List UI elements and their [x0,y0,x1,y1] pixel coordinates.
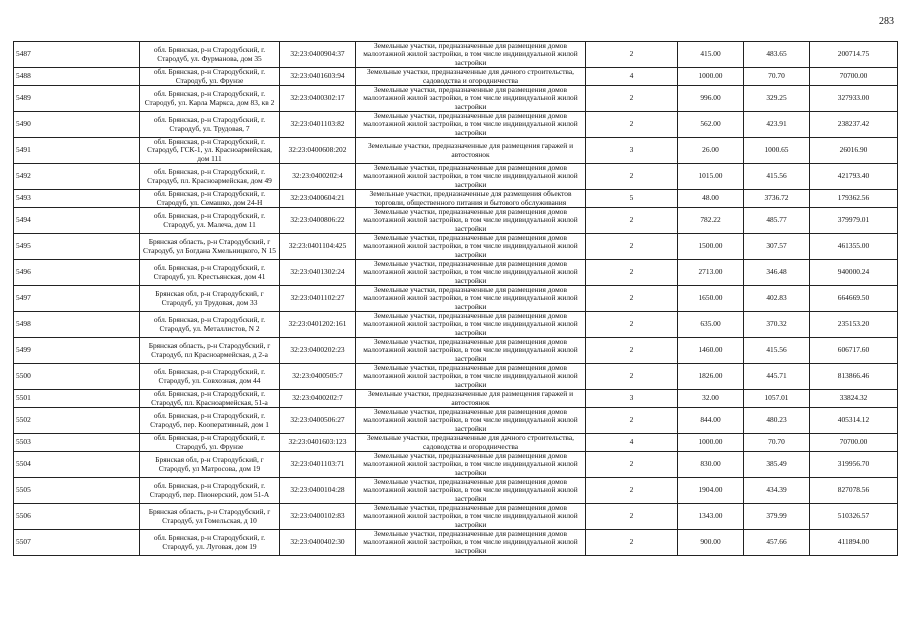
area-cell: 1000.00 [678,68,744,86]
table-row [14,478,898,504]
use-group-cell: 2 [586,234,678,260]
address-cell: обл. Брянская, р-н Стародубский, г. Стародуб, ГСК-1, ул. Красноармейская, дом 111 [140,138,280,164]
specific-value-cell: 423.91 [744,112,810,138]
address-cell: обл. Брянская, р-н Стародубский, г. Стародуб, ул. Семашко, дом 24-Н [140,190,280,208]
address-cell: Брянская обл, р-н Стародубский, г Стародуб, ул Матросова, дом 19 [140,452,280,478]
cadastral-number-cell: 32:23:0401103:71 [280,452,356,478]
table-row [14,364,898,390]
address-cell: обл. Брянская, р-н Стародубский, г. Стародуб, пер. Пионерский, дом 51-А [140,478,280,504]
use-group-cell: 5 [586,190,678,208]
table-row [14,260,898,286]
specific-value-cell: 346.48 [744,260,810,286]
permitted-use-cell: Земельные участки, предназначенные для размещения домов малоэтажной жилой застройки, в том числе индивидуальной жилой застройки [356,260,586,286]
permitted-use-cell: Земельные участки, предназначенные для размещения домов малоэтажной жилой застройки, в том числе индивидуальной жилой застройки [356,478,586,504]
record-number: 5494 [14,208,140,234]
cadastral-number-cell: 32:23:0400202:7 [280,390,356,408]
table-row [14,164,898,190]
specific-value-cell: 445.71 [744,364,810,390]
address-cell: обл. Брянская, р-н Стародубский, г. Стародуб, ул. Карла Маркса, дом 83, кв 2 [140,86,280,112]
use-group-cell: 2 [586,504,678,530]
record-number: 5496 [14,260,140,286]
permitted-use-cell: Земельные участки, предназначенные для размещения домов малоэтажной жилой застройки, в том числе индивидуальной жилой застройки [356,164,586,190]
cadastral-number-cell: 32:23:0400402:30 [280,530,356,556]
specific-value-cell: 483.65 [744,42,810,68]
area-cell: 562.00 [678,112,744,138]
use-group-cell: 2 [586,364,678,390]
area-cell: 900.00 [678,530,744,556]
use-group-cell: 2 [586,452,678,478]
cadastral-value-cell: 379979.01 [810,208,898,234]
cadastral-value-cell: 510326.57 [810,504,898,530]
specific-value-cell: 457.66 [744,530,810,556]
permitted-use-cell: Земельные участки, предназначенные для размещения домов малоэтажной жилой застройки, в том числе индивидуальной жилой застройки [356,112,586,138]
record-number: 5498 [14,312,140,338]
address-cell: Брянская область, р-н Стародубский, г Стародуб, пл Красноармейская, д 2-а [140,338,280,364]
record-number: 5489 [14,86,140,112]
table-row [14,408,898,434]
permitted-use-cell: Земельные участки, предназначенные для дачного строительства, садоводства и огородничества [356,434,586,452]
cadastral-number-cell: 32:23:0400806:22 [280,208,356,234]
permitted-use-cell: Земельные участки, предназначенные для размещения домов малоэтажной жилой застройки, в том числе индивидуальной жилой застройки [356,530,586,556]
table-body [14,42,898,556]
specific-value-cell: 415.56 [744,338,810,364]
area-cell: 2713.00 [678,260,744,286]
address-cell: обл. Брянская, р-н Стародубский, г. Стародуб, ул. Фрунзе [140,434,280,452]
address-cell: Брянская область, р-н Стародубский, г Стародуб, ул Богдана Хмельницкого, N 15 [140,234,280,260]
table-row [14,112,898,138]
permitted-use-cell: Земельные участки, предназначенные для дачного строительства, садоводства и огородничества [356,68,586,86]
address-cell: обл. Брянская, р-н Стародубский, г. Стародуб, пер. Кооперативный, дом 1 [140,408,280,434]
specific-value-cell: 480.23 [744,408,810,434]
cadastral-value-cell: 179362.56 [810,190,898,208]
table-row [14,86,898,112]
cadastral-value-cell: 461355.00 [810,234,898,260]
area-cell: 996.00 [678,86,744,112]
cadastral-value-cell: 238237.42 [810,112,898,138]
cadastral-number-cell: 32:23:0401102:27 [280,286,356,312]
area-cell: 1500.00 [678,234,744,260]
specific-value-cell: 1000.65 [744,138,810,164]
record-number: 5491 [14,138,140,164]
cadastral-number-cell: 32:23:0401103:82 [280,112,356,138]
permitted-use-cell: Земельные участки, предназначенные для размещения домов малоэтажной жилой застройки, в том числе индивидуальной жилой застройки [356,86,586,112]
permitted-use-cell: Земельные участки, предназначенные для размещения домов малоэтажной жилой застройки, в том числе индивидуальной жилой застройки [356,286,586,312]
record-number: 5493 [14,190,140,208]
record-number: 5507 [14,530,140,556]
record-number: 5506 [14,504,140,530]
cadastral-value-cell: 421793.40 [810,164,898,190]
table-row [14,190,898,208]
record-number: 5492 [14,164,140,190]
specific-value-cell: 3736.72 [744,190,810,208]
use-group-cell: 2 [586,164,678,190]
table-row [14,504,898,530]
table-row [14,338,898,364]
cadastral-value-cell: 940000.24 [810,260,898,286]
use-group-cell: 2 [586,42,678,68]
permitted-use-cell: Земельные участки, предназначенные для размещения домов малоэтажной жилой застройки, в том числе индивидуальной жилой застройки [356,234,586,260]
table-row [14,234,898,260]
area-cell: 844.00 [678,408,744,434]
cadastral-number-cell: 32:23:0400202:23 [280,338,356,364]
specific-value-cell: 370.32 [744,312,810,338]
area-cell: 32.00 [678,390,744,408]
address-cell: Брянская область, р-н Стародубский, г Стародуб, ул Гомельская, д 10 [140,504,280,530]
cadastral-number-cell: 32:23:0400506:27 [280,408,356,434]
cadastral-value-cell: 200714.75 [810,42,898,68]
permitted-use-cell: Земельные участки, предназначенные для размещения домов малоэтажной жилой застройки, в том числе индивидуальной жилой застройки [356,208,586,234]
cadastral-value-cell: 70700.00 [810,434,898,452]
cadastral-number-cell: 32:23:0401104:425 [280,234,356,260]
address-cell: Брянская обл, р-н Стародубский, г Стародуб, ул Трудовая, дом 33 [140,286,280,312]
record-number: 5487 [14,42,140,68]
permitted-use-cell: Земельные участки, предназначенные для размещения домов малоэтажной жилой застройки, в том числе индивидуальной жилой застройки [356,408,586,434]
specific-value-cell: 385.49 [744,452,810,478]
cadastral-number-cell: 32:23:0400505:7 [280,364,356,390]
cadastral-value-cell: 411894.00 [810,530,898,556]
address-cell: обл. Брянская, р-н Стародубский, г. Стародуб, ул. Металлистов, N 2 [140,312,280,338]
area-cell: 635.00 [678,312,744,338]
cadastral-value-cell: 606717.60 [810,338,898,364]
specific-value-cell: 307.57 [744,234,810,260]
table-row [14,390,898,408]
record-number: 5500 [14,364,140,390]
use-group-cell: 2 [586,478,678,504]
specific-value-cell: 402.83 [744,286,810,312]
cadastral-number-cell: 32:23:0400904:37 [280,42,356,68]
record-number: 5502 [14,408,140,434]
specific-value-cell: 1057.01 [744,390,810,408]
area-cell: 1904.00 [678,478,744,504]
record-number: 5490 [14,112,140,138]
record-number: 5503 [14,434,140,452]
record-number: 5495 [14,234,140,260]
cadastral-number-cell: 32:23:0400302:17 [280,86,356,112]
specific-value-cell: 434.39 [744,478,810,504]
specific-value-cell: 70.70 [744,68,810,86]
specific-value-cell: 415.56 [744,164,810,190]
permitted-use-cell: Земельные участки, предназначенные для размещения домов малоэтажной жилой застройки, в том числе индивидуальной жилой застройки [356,42,586,68]
area-cell: 1650.00 [678,286,744,312]
table-row [14,530,898,556]
page-number: 283 [879,16,894,27]
use-group-cell: 2 [586,112,678,138]
cadastral-value-cell: 26016.90 [810,138,898,164]
use-group-cell: 3 [586,138,678,164]
use-group-cell: 2 [586,260,678,286]
cadastral-value-cell: 327933.00 [810,86,898,112]
use-group-cell: 2 [586,530,678,556]
area-cell: 415.00 [678,42,744,68]
specific-value-cell: 485.77 [744,208,810,234]
area-cell: 782.22 [678,208,744,234]
address-cell: обл. Брянская, р-н Стародубский, г. Стародуб, ул. Совхозная, дом 44 [140,364,280,390]
cadastral-value-cell: 235153.20 [810,312,898,338]
area-cell: 26.00 [678,138,744,164]
address-cell: обл. Брянская, р-н Стародубский, г. Стародуб, ул. Фурманова, дом 35 [140,42,280,68]
permitted-use-cell: Земельные участки, предназначенные для размещения гаражей и автостоянок [356,390,586,408]
permitted-use-cell: Земельные участки, предназначенные для размещения домов малоэтажной жилой застройки, в том числе индивидуальной жилой застройки [356,504,586,530]
record-number: 5488 [14,68,140,86]
permitted-use-cell: Земельные участки, предназначенные для размещения гаражей и автостоянок [356,138,586,164]
specific-value-cell: 379.99 [744,504,810,530]
cadastral-number-cell: 32:23:0400104:28 [280,478,356,504]
use-group-cell: 2 [586,408,678,434]
use-group-cell: 2 [586,208,678,234]
cadastral-value-cell: 827078.56 [810,478,898,504]
cadastral-number-cell: 32:23:0401202:161 [280,312,356,338]
cadastral-value-table [13,41,898,556]
cadastral-number-cell: 32:23:0400102:83 [280,504,356,530]
area-cell: 48.00 [678,190,744,208]
record-number: 5499 [14,338,140,364]
area-cell: 830.00 [678,452,744,478]
permitted-use-cell: Земельные участки, предназначенные для размещения домов малоэтажной жилой застройки, в том числе индивидуальной жилой застройки [356,364,586,390]
cadastral-value-cell: 405314.12 [810,408,898,434]
address-cell: обл. Брянская, р-н Стародубский, г. Стародуб, пл. Красноармейская, 51-а [140,390,280,408]
cadastral-number-cell: 32:23:0400202:4 [280,164,356,190]
table-row [14,42,898,68]
area-cell: 1826.00 [678,364,744,390]
address-cell: обл. Брянская, р-н Стародубский, г. Стародуб, ул. Луговая, дом 19 [140,530,280,556]
record-number: 5501 [14,390,140,408]
area-cell: 1343.00 [678,504,744,530]
address-cell: обл. Брянская, р-н Стародубский, г. Стародуб, ул. Крестьянская, дом 41 [140,260,280,286]
record-number: 5497 [14,286,140,312]
cadastral-value-cell: 664669.50 [810,286,898,312]
specific-value-cell: 70.70 [744,434,810,452]
use-group-cell: 3 [586,390,678,408]
area-cell: 1000.00 [678,434,744,452]
use-group-cell: 2 [586,86,678,112]
cadastral-number-cell: 32:23:0400608:202 [280,138,356,164]
area-cell: 1460.00 [678,338,744,364]
cadastral-number-cell: 32:23:0401603:94 [280,68,356,86]
use-group-cell: 2 [586,312,678,338]
address-cell: обл. Брянская, р-н Стародубский, г. Стародуб, ул. Фрунзе [140,68,280,86]
permitted-use-cell: Земельные участки, предназначенные для размещения домов малоэтажной жилой застройки, в том числе индивидуальной жилой застройки [356,452,586,478]
cadastral-value-cell: 33824.32 [810,390,898,408]
table-row [14,138,898,164]
specific-value-cell: 329.25 [744,86,810,112]
cadastral-number-cell: 32:23:0401603:123 [280,434,356,452]
cadastral-number-cell: 32:23:0400604:21 [280,190,356,208]
address-cell: обл. Брянская, р-н Стародубский, г. Стародуб, ул. Трудовая, 7 [140,112,280,138]
area-cell: 1015.00 [678,164,744,190]
permitted-use-cell: Земельные участки, предназначенные для размещения домов малоэтажной жилой застройки, в том числе индивидуальной жилой застройки [356,338,586,364]
address-cell: обл. Брянская, р-н Стародубский, г. Стародуб, ул. Малеча, дом 11 [140,208,280,234]
use-group-cell: 4 [586,68,678,86]
permitted-use-cell: Земельные участки, предназначенные для размещения домов малоэтажной жилой застройки, в том числе индивидуальной жилой застройки [356,312,586,338]
cadastral-value-cell: 70700.00 [810,68,898,86]
table-row [14,208,898,234]
record-number: 5505 [14,478,140,504]
use-group-cell: 2 [586,338,678,364]
table-row [14,68,898,86]
use-group-cell: 4 [586,434,678,452]
table-row [14,286,898,312]
cadastral-number-cell: 32:23:0401302:24 [280,260,356,286]
use-group-cell: 2 [586,286,678,312]
table-row [14,312,898,338]
record-number: 5504 [14,452,140,478]
cadastral-value-cell: 813866.46 [810,364,898,390]
cadastral-value-cell: 319956.70 [810,452,898,478]
table-row [14,452,898,478]
permitted-use-cell: Земельные участки, предназначенные для размещения объектов торговли, общественного питания и бытового обслуживания [356,190,586,208]
address-cell: обл. Брянская, р-н Стародубский, г. Стародуб, пл. Красноармейская, дом 49 [140,164,280,190]
table-row [14,434,898,452]
